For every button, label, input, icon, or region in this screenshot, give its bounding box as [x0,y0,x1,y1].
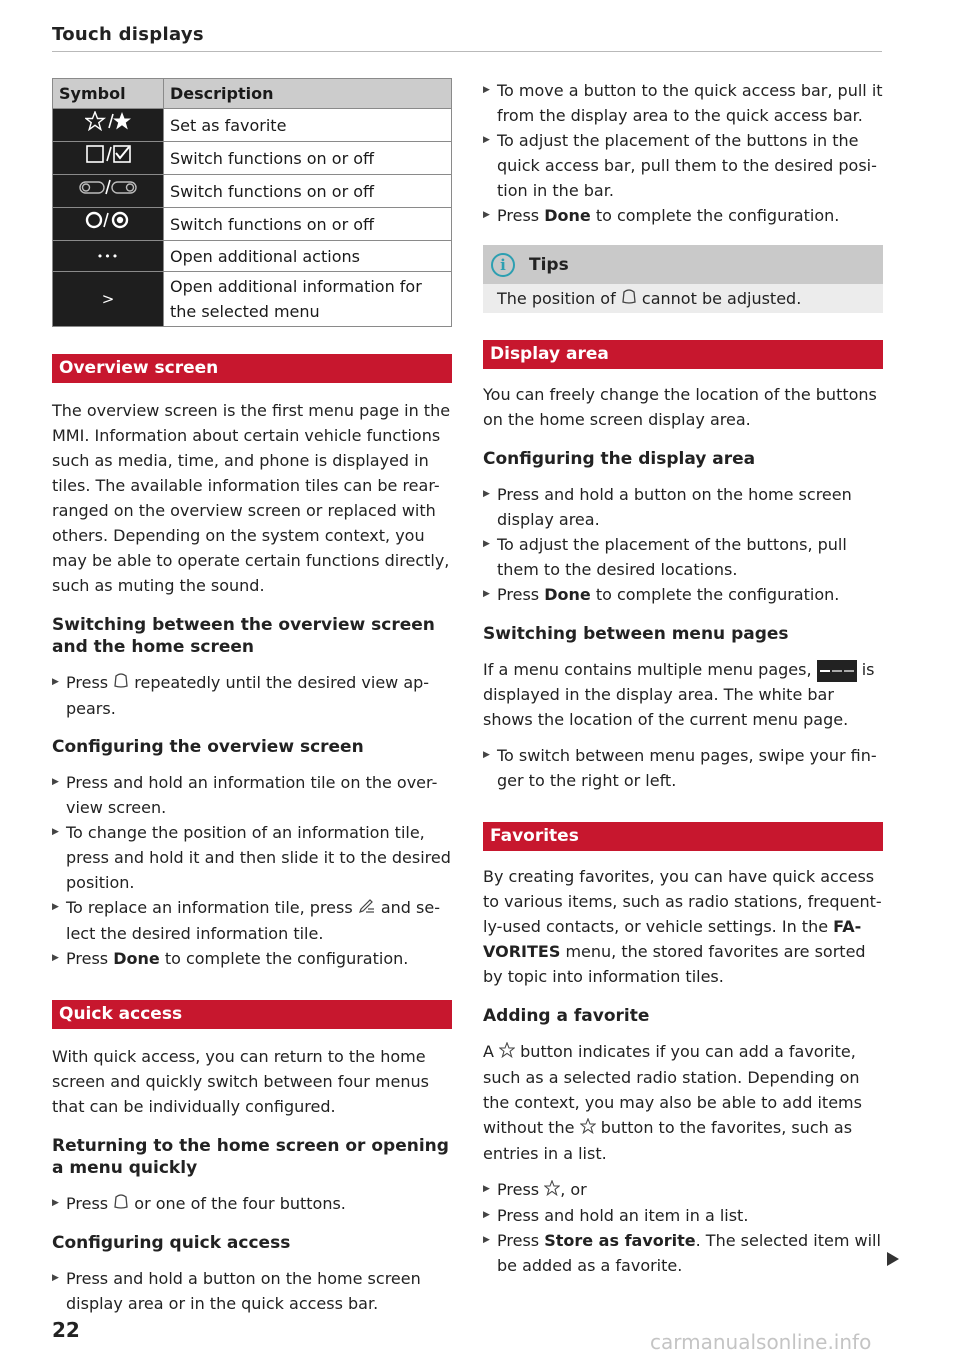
symbol-table [52,78,452,327]
symbol-cell [53,241,164,272]
list-item [483,582,883,607]
symbol-cell [53,175,164,208]
bullet-bold: Done [113,949,160,968]
adding-text: button indicates if you can add a favorite, such as a selected radio station. Depending on the context, you may also be able to add items without the [483,1042,862,1137]
config-overview-heading: Configuring the overview screen [52,737,364,757]
chevron-right-icon: > [101,289,115,308]
config-display-list [483,482,883,607]
symbol-cell [53,109,164,142]
symbol-cell [53,208,164,241]
adding-favorite-text [483,1039,883,1166]
list-item: ▶ Press and hold a button on the home screen display area or in the quick access bar. [52,1266,452,1316]
list-item [483,203,883,228]
favorites-intro-post: menu, the stored favorites are sorted by topic into information tiles. [483,942,866,986]
config-overview-list [52,770,452,971]
tips-box [483,245,883,313]
overview-screen-heading: Overview screen [52,354,452,383]
description-cell: Open additional information for the selected menu [164,272,452,327]
description-cell: Switch functions on or off [164,142,452,175]
home-icon [113,671,129,696]
menu-pages-text-pre: If a menu contains multiple menu pages, [483,660,812,679]
bullet-text: Press [497,585,540,604]
bullet-text: Press [66,673,109,692]
list-item: ▶ To switch between menu pages, swipe your fin-ger to the right or left. [483,743,883,793]
description-cell: Switch functions on or off [164,175,452,208]
menu-pages-text [483,657,883,732]
table-row [53,272,452,327]
radio-icon [85,210,131,238]
list-item: ▶ Press and hold an information tile on the over-view screen. [52,770,452,820]
switching-heading: Switching between the overview screen and the home screen [52,615,435,657]
tips-body [483,284,883,313]
bullet-text: Press [497,206,540,225]
left-column [52,78,452,1316]
display-area-intro: You can freely change the location of the buttons on the home screen display area. [483,385,877,429]
star-outline-filled-icon [85,111,131,139]
bullet-text: to complete the configuration. [164,949,409,968]
bullet-text: Press [66,949,109,968]
table-header-description: Description [164,79,452,109]
bullet-text: To replace an information tile, press [66,898,353,917]
favorites-intro-bold: FA-VORITES [483,917,862,961]
home-icon [621,289,637,310]
tips-header [483,245,883,284]
list-item: ▶ To change the position of an information tile, press and hold it and then slide it to the desired position. [52,820,452,895]
bullet-text: to complete the configuration. [595,585,840,604]
star-outline-icon [580,1116,596,1141]
menu-pages-text-post: is displayed in the display area. The white bar shows the location of the current menu page. [483,660,875,729]
table-header-row [53,79,452,109]
edit-pencil-icon [358,896,376,921]
favorites-intro-pre: By creating favorites, you can have quick access to various items, such as radio stations, frequent-ly-used contacts, or vehicle settings. In the [483,867,882,936]
adding-favorite-list [483,1177,883,1278]
list-item [52,670,452,721]
list-item: ▶ To move a button to the quick access bar, pull it from the display area to the quick access bar. [483,78,883,128]
adding-text: A [483,1042,494,1061]
quick-access-continued-list [483,78,883,228]
menu-pages-list [483,743,883,793]
returning-list [52,1191,452,1217]
switching-list [52,670,452,721]
list-item: ▶ To adjust the placement of the buttons, pull them to the desired locations. [483,532,883,582]
adding-text: button to the favorites, such as entries in a list. [483,1118,853,1163]
description-cell: Set as favorite [164,109,452,142]
quick-access-intro: With quick access, you can return to the home screen and quickly switch between four menus that can be individually configured. [52,1047,429,1116]
table-row [53,241,452,272]
page-number: 22 [52,1318,80,1342]
bullet-text: Press [497,1231,540,1250]
table-header-symbol: Symbol [53,79,164,109]
bullet-bold: Store as favorite [544,1231,696,1250]
favorites-intro [483,864,883,989]
symbol-cell [53,272,164,327]
display-area-heading: Display area [483,340,883,369]
menu-pages-heading: Switching between menu pages [483,624,789,644]
table-row [53,208,452,241]
info-icon: i [491,253,515,277]
list-item [483,1228,883,1278]
list-item: ▶ Press and hold a button on the home screen display area. [483,482,883,532]
next-page-arrow-icon [887,1252,899,1266]
page-title: Touch displays [52,24,204,45]
bullet-bold: Done [544,585,591,604]
tips-label: Tips [529,254,569,275]
bullet-text: . The selected item will be added as a favorite. [497,1231,881,1275]
home-icon [113,1192,129,1217]
table-row [53,142,452,175]
bullet-text: repeatedly until the desired view ap-pears. [66,673,430,718]
list-item [52,1191,452,1217]
table-row [53,109,452,142]
bullet-text: to complete the configuration. [595,206,840,225]
table-row [53,175,452,208]
list-item [52,895,452,946]
more-dots-icon: ••• [96,250,120,263]
returning-heading: Returning to the home screen or opening a menu quickly [52,1136,449,1178]
bullet-bold: Done [544,206,591,225]
list-item [52,946,452,971]
bullet-text: Press [497,1180,540,1199]
tips-text: The position of [497,289,616,308]
description-cell: Open additional actions [164,241,452,272]
right-column [483,78,883,1278]
list-item [483,1177,883,1203]
adding-favorite-heading: Adding a favorite [483,1006,650,1026]
bullet-text: Press [66,1194,109,1213]
star-outline-icon [499,1040,515,1065]
bullet-text: , or [560,1180,587,1199]
tips-text: cannot be adjusted. [641,289,802,308]
list-item: ▶ Press and hold an item in a list. [483,1203,883,1228]
favorites-heading: Favorites [483,822,883,851]
checkbox-icon [85,144,131,172]
page-indicator-icon [817,660,857,682]
description-cell: Switch functions on or off [164,208,452,241]
config-quick-heading: Configuring quick access [52,1233,291,1253]
config-quick-list [52,1266,452,1316]
overview-intro: The overview screen is the first menu page in the MMI. Information about certain vehicle functions such as media, time, and phone is displayed in tiles. The available information tiles can be rear-ranged on the overview screen or replaced with others. Depending on the system context, you may be able to operate certain functions directly, such as muting the sound. [52,401,451,595]
list-item: ▶ To adjust the placement of the buttons in the quick access bar, pull them to the desired posi-tion in the bar. [483,128,883,203]
bullet-text: and se-lect the desired information tile. [66,898,440,943]
toggle-icon [79,177,137,205]
watermark: carmanualsonline.info [650,1330,872,1354]
config-display-heading: Configuring the display area [483,449,756,469]
page-header [52,24,882,52]
quick-access-heading: Quick access [52,1000,452,1029]
symbol-cell [53,142,164,175]
star-outline-icon [544,1178,560,1203]
bullet-text: or one of the four buttons. [134,1194,346,1213]
